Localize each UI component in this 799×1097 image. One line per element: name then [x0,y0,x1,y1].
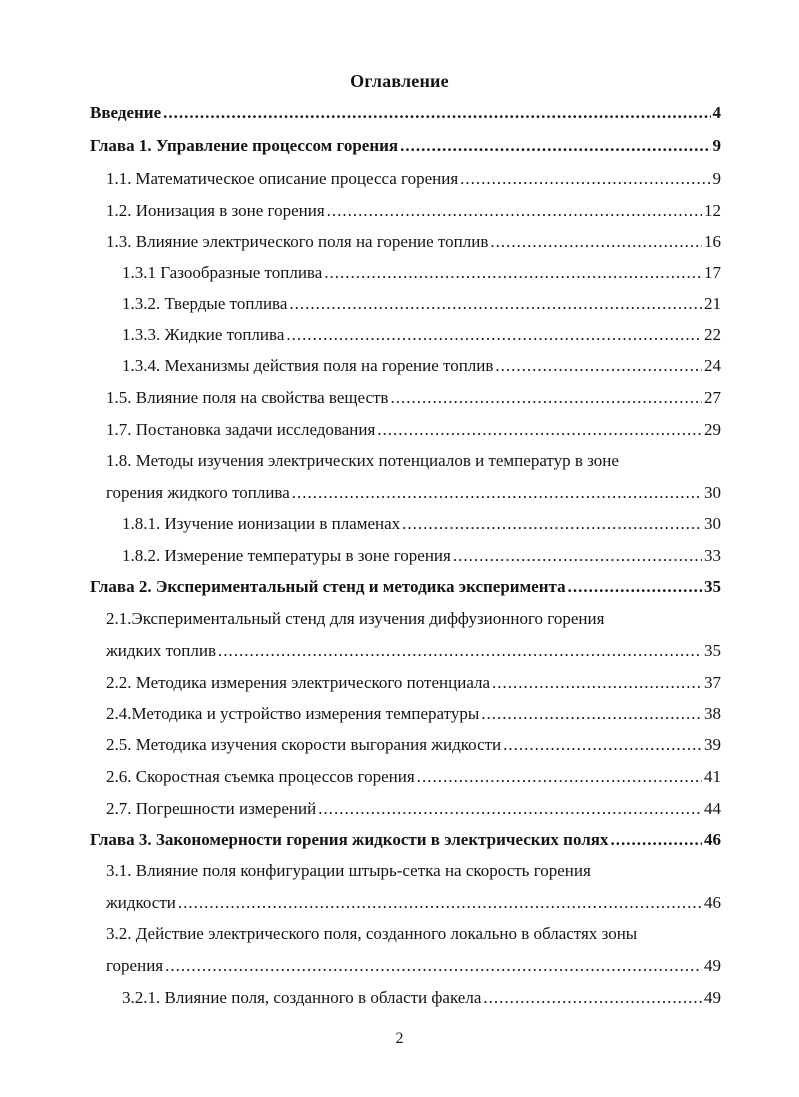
toc-entry-1-5 [106,386,721,410]
dot-leader [218,639,702,663]
toc-entry-label: жидкости [106,893,176,912]
toc-entry-label: 1.7. Постановка задачи исследования [106,420,376,439]
toc-entry-label: 1.3.1 Газообразные топлива [122,263,323,282]
dot-leader [178,891,702,915]
toc-entry-page: 30 [704,514,721,533]
toc-entry-label: 2.7. Погрешности измерений [106,799,317,818]
toc-entry-label: Глава 1. Управление процессом горения [90,136,399,155]
toc-entry-1-3 [106,230,721,254]
toc-entry-page: 35 [704,577,721,596]
toc-entry-1-7 [106,418,721,442]
toc-entry-page: 49 [704,988,721,1007]
toc-entry-page: 17 [704,263,721,282]
toc-entry-number: 1.1. [106,169,132,188]
toc-entry-label: 3.2.1. Влияние поля, созданного в области факела [122,988,482,1007]
toc-entry-1-2 [106,199,721,223]
toc-entry-2-1-line1: 2.1.Экспериментальный стенд для изучения диффузионного горения [106,609,605,628]
dot-leader [327,199,702,223]
toc-entry-page: 35 [704,641,721,660]
toc-entry-label: 1.5. Влияние поля на свойства веществ [106,388,389,407]
toc-entry-2-6 [106,765,721,789]
toc-entry-page: 9 [712,169,721,188]
toc-entry-page: 49 [704,956,721,975]
toc-entry-label: 1.8.2. Измерение температуры в зоне горения [122,546,451,565]
toc-entry-page: 29 [704,420,721,439]
dot-leader [292,481,702,505]
dot-leader [490,230,702,254]
dot-leader [163,101,710,125]
toc-entry-page: 39 [704,735,721,754]
dot-leader [481,702,702,726]
toc-entry-label: жидких топлив [106,641,217,660]
toc-entry-page: 33 [704,546,721,565]
toc-entry-1-8 [106,481,721,505]
dot-leader [492,671,702,695]
dot-leader [453,544,702,568]
dot-leader [610,828,702,852]
toc-entry-1-3-1 [122,261,721,285]
toc-entry-1-8-2 [122,544,721,568]
toc-entry-page: 44 [704,799,721,818]
toc-entry-label: 2.4.Методика и устройство измерения температуры [106,704,480,723]
toc-entry-1-8-line1: 1.8. Методы изучения электрических потенциалов и температур в зоне [106,451,619,470]
toc-entry-label: 2.2. Методика измерения электрического потенциала [106,673,491,692]
toc-entry-page: 30 [704,483,721,502]
toc-entry-2-7 [106,797,721,821]
dot-leader [286,323,702,347]
toc-entry-2-5 [106,733,721,757]
toc-entry-chapter-3 [90,828,721,852]
toc-entry-label: Глава 2. Экспериментальный стенд и методика эксперимента [90,577,566,596]
toc-entry-3-1 [106,891,721,915]
dot-leader [400,134,710,158]
toc-entry-1-3-4 [122,354,721,378]
toc-entry-label: 1.3.4. Механизмы действия поля на горение топлив [122,356,494,375]
toc-entry-page: 21 [704,294,721,313]
toc-entry-3-2 [106,954,721,978]
page-number: 2 [395,1030,404,1047]
toc-entry-label: Математическое описание процесса горения [135,169,459,188]
toc-entry-page: 27 [704,388,721,407]
toc-entry-label: горения [106,956,164,975]
toc-entry-chapter-1 [90,134,721,158]
toc-entry-page: 46 [704,893,721,912]
toc-entry-label: Введение [90,103,162,122]
dot-leader [165,954,702,978]
dot-leader [377,418,702,442]
toc-entry-label: 2.5. Методика изучения скорости выгорания жидкости [106,735,502,754]
toc-entry-page: 24 [704,356,721,375]
toc-entry-2-2 [106,671,721,695]
dot-leader [568,575,702,599]
toc-entry-label: 1.2. Ионизация в зоне горения [106,201,325,220]
toc-entry-label: горения жидкого топлива [106,483,290,502]
toc-entry-page: 9 [712,136,721,155]
toc-entry-1-1 [106,167,721,191]
toc-entry-3-2-1 [122,986,721,1010]
toc-entry-page: 12 [704,201,721,220]
toc-entry-1-3-2 [122,292,721,316]
toc-entry-page: 37 [704,673,721,692]
toc-entry-page: 38 [704,704,721,723]
toc-entry-page: 22 [704,325,721,344]
dot-leader [390,386,702,410]
toc-entry-label: 1.8.1. Изучение ионизации в пламенах [122,514,401,533]
toc-title: Оглавление [350,71,449,91]
dot-leader [495,354,702,378]
dot-leader [324,261,702,285]
dot-leader [460,167,710,191]
toc-entry-3-1-line1: 3.1. Влияние поля конфигурации штырь-сетка на скорость горения [106,861,591,880]
toc-entry-2-1 [106,639,721,663]
toc-entry-chapter-2 [90,575,721,599]
toc-entry-label: 1.3. Влияние электрического поля на горение топлив [106,232,489,251]
toc-entry-page: 16 [704,232,721,251]
dot-leader [417,765,702,789]
toc-entry-3-2-line1: 3.2. Действие электрического поля, созданного локально в областях зоны [106,924,638,943]
dot-leader [503,733,702,757]
toc-entry-label: Глава 3. Закономерности горения жидкости в электрических полях [90,830,609,849]
toc-entry-page: 4 [712,103,721,122]
toc-entry-label: 1.3.3. Жидкие топлива [122,325,285,344]
toc-entry-page: 46 [704,830,721,849]
dot-leader [402,512,702,536]
dot-leader [289,292,702,316]
toc-entry-1-8-1 [122,512,721,536]
toc-entry-label: 2.6. Скоростная съемка процессов горения [106,767,415,786]
dot-leader [318,797,702,821]
toc-entry-1-3-3 [122,323,721,347]
toc-entry-2-4 [106,702,721,726]
toc-entry-page: 41 [704,767,721,786]
toc-entry-label: 1.3.2. Твердые топлива [122,294,288,313]
dot-leader [483,986,702,1010]
toc-entry-intro [90,101,721,125]
